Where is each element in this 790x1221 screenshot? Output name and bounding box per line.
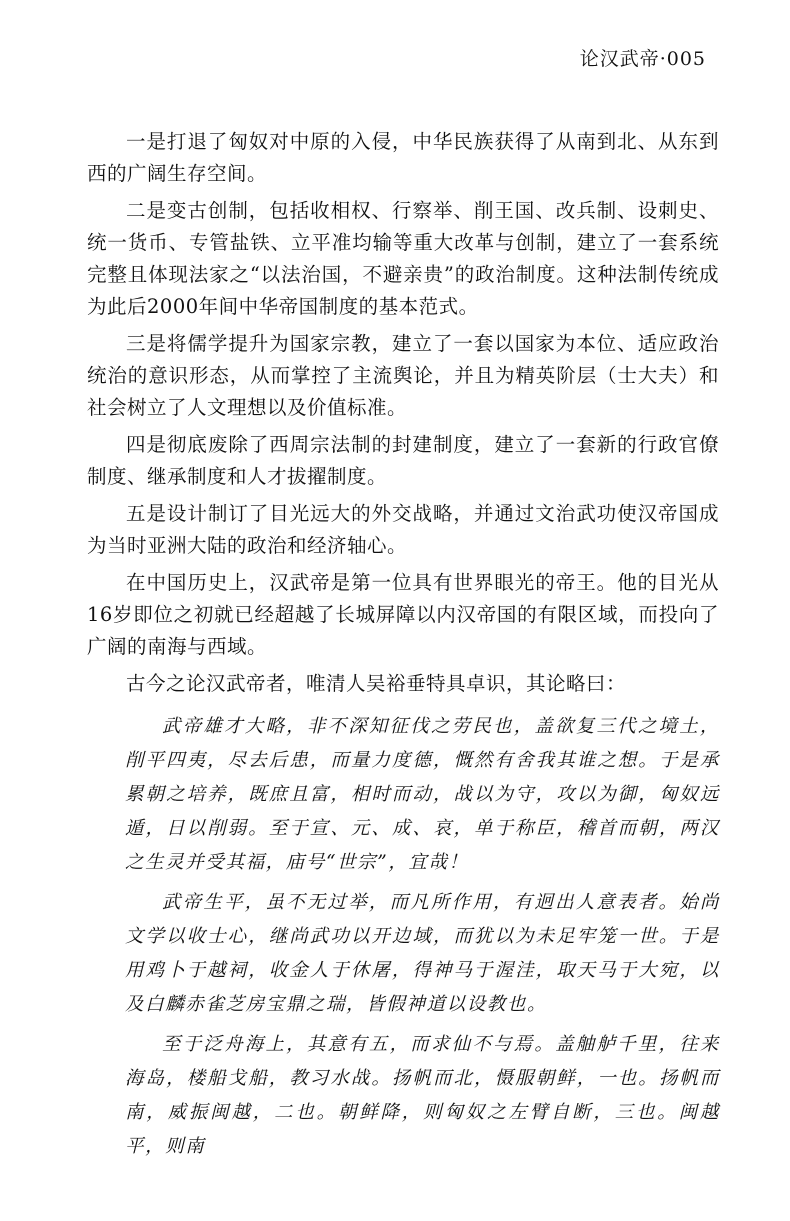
block-quote	[125, 710, 720, 1170]
quote-paragraph-2: 武帝生平，虽不无过举，而凡所作用，有迥出人意表者。始尚文学以收士心，继尚武功以开边域，而犹以为未足牢笼一世。于是用鸡卜于越祠，收金人于休屠，得神马于渥洼，取天马于大宛，以及白麟赤雀芝房宝鼎之瑞，皆假神道以设教也。	[125, 892, 720, 1015]
paragraph-7: 古今之论汉武帝者，唯清人吴裕垂特具卓识，其论略曰：	[126, 672, 627, 695]
quote-paragraph-3: 至于泛舟海上，其意有五，而求仙不与焉。盖舳舻千里，往来海岛，楼船戈船，教习水战。扬帆而北，慑服朝鲜，一也。扬帆而南，威振闽越，二也。朝鲜降，则匈奴之左臂自断，三也。闽越平，则南	[125, 1034, 720, 1157]
quote-paragraph-1: 武帝雄才大略，非不深知征伐之劳民也，盖欲复三代之境土，削平四夷，尽去后患，而量力度德，慨然有舍我其谁之想。于是承累朝之培养，既庶且富，相时而动，战以为守，攻以为御，匈奴远遁，日以削弱。至于宣、元、成、哀，单于称臣，稽首而朝，两汉之生灵并受其福，庙号“世宗”，宜哉！	[125, 716, 720, 873]
paragraph-3: 三是将儒学提升为国家宗教，建立了一套以国家为本位、适应政治统治的意识形态，从而掌控了主流舆论，并且为精英阶层（士大夫）和社会树立了人文理想以及价值标准。	[87, 332, 719, 419]
paragraph-1: 一是打退了匈奴对中原的入侵，中华民族获得了从南到北、从东到西的广阔生存空间。	[87, 130, 719, 185]
paragraph-4: 四是彻底废除了西周宗法制的封建制度，建立了一套新的行政官僚制度、继承制度和人才拔擢制度。	[87, 433, 719, 488]
paragraph-6: 在中国历史上，汉武帝是第一位具有世界眼光的帝王。他的目光从16岁即位之初就已经超越了长城屏障以内汉帝国的有限区域，而投向了广阔的南海与西域。	[87, 571, 719, 658]
paragraph-5: 五是设计制订了目光远大的外交战略，并通过文治武功使汉帝国成为当时亚洲大陆的政治和经济轴心。	[87, 502, 719, 557]
running-header: 论汉武帝·005	[579, 48, 706, 70]
body-text	[87, 126, 719, 705]
paragraph-2: 二是变古创制，包括收相权、行察举、削王国、改兵制、设刺史、统一货币、专管盐铁、立平准均输等重大改革与创制，建立了一套系统完整且体现法家之“以法治国，不避亲贵”的政治制度。这种法制传统成为此后2000年间中华帝国制度的基本范式。	[87, 199, 719, 318]
